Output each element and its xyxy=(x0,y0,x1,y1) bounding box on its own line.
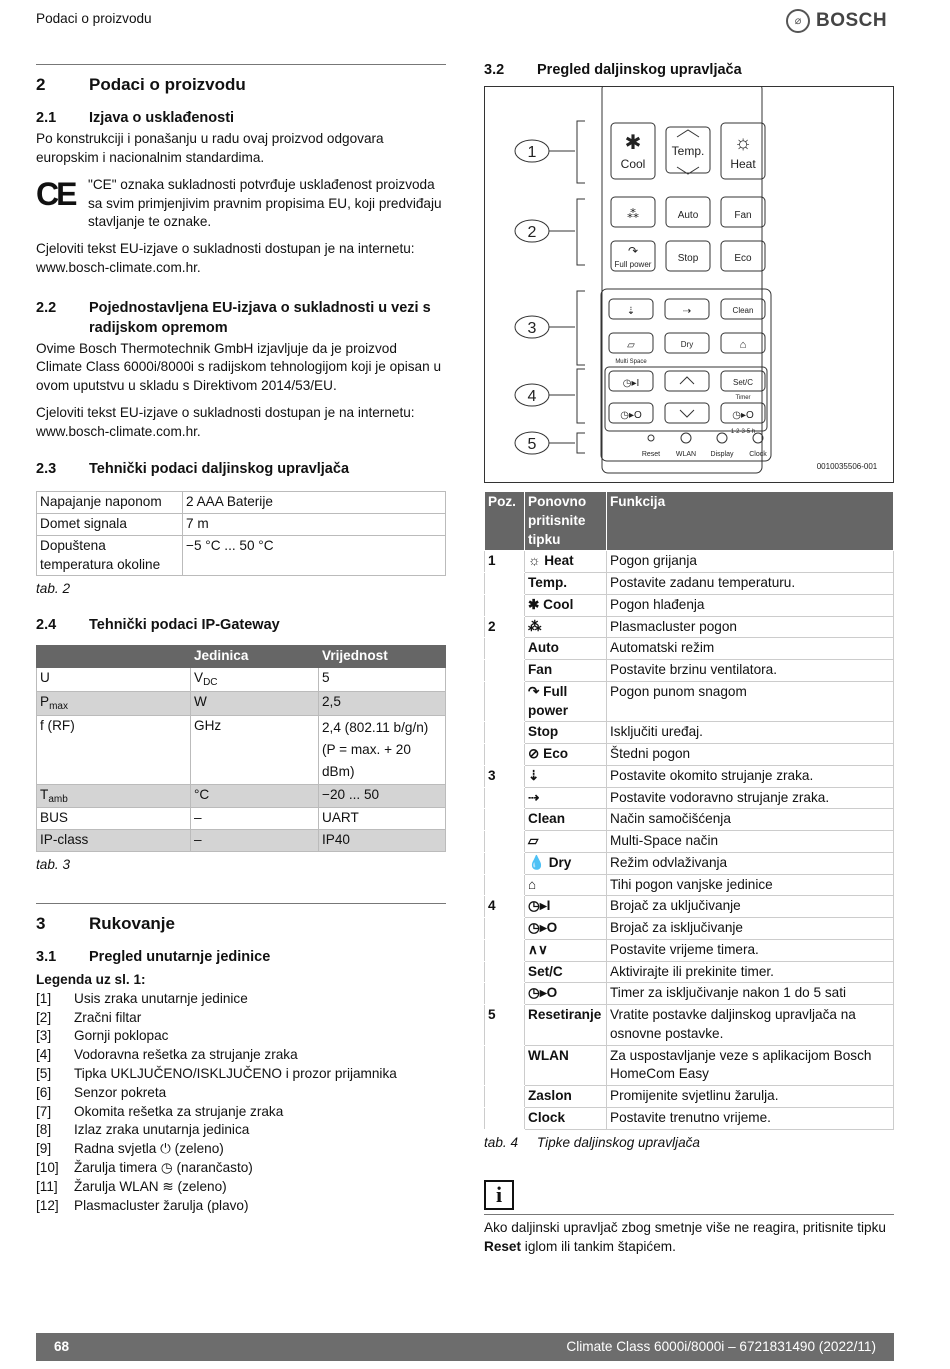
sun-icon: ☼ xyxy=(733,132,753,154)
remote-btn-eco: Eco xyxy=(734,253,752,264)
position-cell xyxy=(485,874,525,896)
table-row: $T_{amb}$ °C −20 ... 50 xyxy=(37,784,446,808)
function-cell: Način samočišćenja xyxy=(607,809,894,831)
function-cell: Brojač za uključivanje xyxy=(607,896,894,918)
paragraph: Cjeloviti tekst EU-izjave o sukladnosti dostupan je na internetu: www.bosch-climate.com.hr. xyxy=(36,241,415,275)
key-cell: Resetiranje xyxy=(525,1005,607,1046)
table-caption: tab. 3 xyxy=(36,856,71,872)
remote-btn-dry: Dry xyxy=(680,340,694,349)
function-cell: Postavite okomito strujanje zraka. xyxy=(607,765,894,787)
section-2-3-heading: 2.3 Tehnički podaci daljinskog upravljača xyxy=(36,461,350,478)
section-2-heading: 2 Podaci o proizvodu xyxy=(36,75,246,94)
table-caption: tab. 2 xyxy=(36,581,71,597)
timer-off-icon: ◷▸O xyxy=(620,410,642,421)
multispace-icon: ▱ xyxy=(627,340,635,351)
plasmacluster-icon: ⁂ xyxy=(627,207,639,221)
legend-list xyxy=(36,990,446,1216)
table-row xyxy=(485,660,894,682)
remote-label-display: Display xyxy=(710,451,734,458)
function-cell: Postavite zadanu temperaturu. xyxy=(607,573,894,595)
paragraph: Ovime Bosch Thermotechnik GmbH izjavljuje da je proizvod Climate Class 6000i/8000i s radijskom tehnologijom koji je opisan u ovom uputstvu u skladu s Direktivom 2014/53/EU. xyxy=(36,340,441,394)
list-item: [10] Žarulja timera ◷ (narančasto) xyxy=(36,1159,253,1175)
remote-timer-hours: 1·2·3·5 h xyxy=(730,429,756,435)
document-id: Climate Class 6000i/8000i – 6721831490 (2022/11) xyxy=(566,1338,876,1354)
table-row: IP-class – IP40 xyxy=(37,830,446,852)
table-row xyxy=(485,681,894,722)
page-number: 68 xyxy=(54,1338,70,1354)
function-cell: Postavite vodoravno strujanje zraka. xyxy=(607,787,894,809)
function-cell: Tihi pogon vanjske jedinice xyxy=(607,874,894,896)
table-row xyxy=(485,918,894,940)
table-row xyxy=(485,1107,894,1129)
table-row: Domet signala 7 m xyxy=(37,514,446,536)
list-item: [9] Radna svjetla ⏻ (zeleno) xyxy=(36,1141,224,1157)
remote-timer-label: Timer xyxy=(735,395,751,401)
list-item: [5] Tipka UKLJUČENO/ISKLJUČENO i prozor prijamnika xyxy=(36,1065,397,1081)
key-cell: Clock xyxy=(525,1107,607,1129)
function-cell: Automatski režim xyxy=(607,638,894,660)
table-row xyxy=(485,638,894,660)
position-cell: 4 xyxy=(485,896,525,918)
bosch-logo xyxy=(786,8,887,34)
list-item: [4] Vodoravna rešetka za strujanje zraka xyxy=(36,1047,298,1063)
position-cell xyxy=(485,809,525,831)
table-row xyxy=(485,616,894,638)
section-3-1-heading: 3.1 Pregled unutarnje jedinice xyxy=(36,949,271,966)
key-cell: Zaslon xyxy=(525,1086,607,1108)
function-cell: Pogon punom snagom xyxy=(607,681,894,722)
function-cell: Multi-Space način xyxy=(607,831,894,853)
table-row: f (RF) GHz 2,4 (802.11 b/g/n) (P = max. + 20 dBm) xyxy=(37,715,446,784)
legend-title: Legenda uz sl. 1: xyxy=(36,972,146,988)
position-cell xyxy=(485,722,525,744)
table-row xyxy=(485,983,894,1005)
page-footer xyxy=(36,1333,894,1361)
list-item: [7] Okomita rešetka za strujanje zraka xyxy=(36,1103,284,1119)
list-item: [12] Plasmacluster žarulja (plavo) xyxy=(36,1197,249,1213)
function-cell: Postavite brzinu ventilatora. xyxy=(607,660,894,682)
key-cell: Clean xyxy=(525,809,607,831)
key-cell: ◷▸I xyxy=(525,896,607,918)
position-cell xyxy=(485,660,525,682)
position-cell xyxy=(485,983,525,1005)
table-row xyxy=(485,961,894,983)
table-row: $P_{max}$ W 2,5 xyxy=(37,691,446,715)
table-row xyxy=(485,594,894,616)
list-item: [11] Žarulja WLAN ≋ (zeleno) xyxy=(36,1178,227,1194)
paragraph: Po konstrukciji i ponašanju u radu ovaj proizvod odgovara europskim i nacionalnim standardima. xyxy=(36,131,384,166)
key-cell: ↷ Full power xyxy=(525,681,607,722)
table-row xyxy=(485,573,894,595)
bosch-armature-icon: ⌀ xyxy=(786,9,810,33)
key-cell: Set/C xyxy=(525,961,607,983)
list-item: [6] Senzor pokreta xyxy=(36,1084,167,1100)
remote-multispace-label: Multi Space xyxy=(615,359,647,365)
list-item: [1] Usis zraka unutarnje jedinice xyxy=(36,990,248,1006)
remote-btn-stop: Stop xyxy=(677,253,699,264)
table-row xyxy=(485,765,894,787)
function-cell: Timer za isključivanje nakon 1 do 5 sati xyxy=(607,983,894,1005)
key-cell: WLAN xyxy=(525,1045,607,1086)
section-3-2-heading: 3.2 Pregled daljinskog upravljača xyxy=(484,62,742,78)
key-cell: ☼ Heat xyxy=(525,551,607,573)
table-row xyxy=(485,551,894,573)
position-cell xyxy=(485,831,525,853)
callout-4: 4 xyxy=(527,388,537,405)
remote-btn-temp: Temp. xyxy=(671,144,705,158)
position-cell xyxy=(485,787,525,809)
remote-btn-heat: Heat xyxy=(730,157,756,171)
section-2-2-heading: 2.2 Pojednostavljena EU-izjava o sukladnosti u vezi s radijskom opremom xyxy=(36,299,431,336)
info-icon: i xyxy=(484,1180,514,1210)
left-column xyxy=(36,64,446,1215)
function-cell: Postavite trenutno vrijeme. xyxy=(607,1107,894,1129)
key-cell: ∧∨ xyxy=(525,939,607,961)
function-cell: Za uspostavljanje veze s aplikacijom Bosch HomeCom Easy xyxy=(607,1045,894,1086)
list-item: [2] Zračni filtar xyxy=(36,1009,142,1025)
key-cell: Fan xyxy=(525,660,607,682)
table-row: Napajanje naponom 2 AAA Baterije xyxy=(37,492,446,514)
section-2-4-heading: 2.4 Tehnički podaci IP-Gateway xyxy=(36,617,280,634)
key-cell: ⇢ xyxy=(525,787,607,809)
ce-description: "CE" oznaka sukladnosti potvrđuje usklađenost proizvoda sa svim primjenjivim pravnim propisima EU, koji predviđaju stavljanje te oznake. xyxy=(88,176,442,230)
running-header: Podaci o proizvodu xyxy=(36,11,152,26)
key-cell: ⌂ xyxy=(525,874,607,896)
position-cell xyxy=(485,744,525,766)
house-icon: ⌂ xyxy=(739,339,747,351)
remote-keys-table: Poz. Ponovno pritisnite tipku Funkcija 1 ☼ Heat Pogon grijanja Temp. Postavite zadanu temperaturu. ✱ Cool Pogon hlađenja 2 ⁂ Plasmacluster pogon Auto Automatski režim Fan Postavite brzinu ventilatora. ↷ Full power Pogon punom snagom Stop Isključiti uređaj. ⊘ Eco Štedni pogon 3 ⇣ Postavite okomito strujanje zraka. ⇢ Postavite vodoravno strujanje zraka. Clean Način samočišćenja ▱ Multi-Space način 💧 Dry Režim odvlaživanja ⌂ Tihi pogon vanjske jedinice 4 ◷▸I Brojač za uključivanje ◷▸O Brojač za isključivanje ∧∨ Postavite vrijeme timera. Set/C Aktivirajte ili prekinite timer. ◷▸O Timer za isključivanje nakon 1 do 5 sati 5 Resetiranje Vratite postavke daljinskog upravljača na osnovne postavke. WLAN Za uspostavljanje veze s aplikacijom Bosch HomeCom Easy Zaslon Promijenite svjetlinu žarulja. Clock Postavite trenutno vrijeme. xyxy=(484,491,894,1130)
position-cell xyxy=(485,939,525,961)
remote-label-reset: Reset xyxy=(641,451,661,458)
paragraph: Cjeloviti tekst EU-izjave o sukladnosti dostupan je na internetu: www.bosch-climate.com.hr. xyxy=(36,404,415,439)
position-cell xyxy=(485,681,525,722)
remote-label-wlan: WLAN xyxy=(675,451,697,458)
table-row xyxy=(485,809,894,831)
position-cell xyxy=(485,1107,525,1129)
ip-gateway-table: Jedinica Vrijednost U $V_{DC}$ 5 $P_{max}$ W 2,5 f (RF) GHz 2,4 (802.11 b/g/n) (P = max. + 20 dBm) $T_{amb}$ °C −20 ... 50 BUS – UART IP-class – IP40 xyxy=(36,645,446,852)
table-row xyxy=(485,722,894,744)
position-cell: 1 xyxy=(485,551,525,573)
key-cell: Temp. xyxy=(525,573,607,595)
table-row xyxy=(485,1086,894,1108)
callout-2: 2 xyxy=(527,224,537,241)
horizontal-swing-icon: ⇢ xyxy=(682,306,692,317)
timer-on-icon: ◷▸I xyxy=(622,378,640,389)
key-cell: Stop xyxy=(525,722,607,744)
section-2-1-heading: 2.1 Izjava o usklađenosti xyxy=(36,110,235,127)
key-cell: ⁂ xyxy=(525,616,607,638)
vertical-swing-icon: ⇣ xyxy=(626,306,636,317)
key-cell: ◷▸O xyxy=(525,918,607,940)
remote-btn-fullpower: Full power xyxy=(614,260,652,269)
key-cell: Auto xyxy=(525,638,607,660)
remote-btn-cool: Cool xyxy=(620,157,646,171)
remote-btn-auto: Auto xyxy=(677,210,699,221)
section-3-heading: 3 Rukovanje xyxy=(36,913,175,933)
table-row xyxy=(485,744,894,766)
table-row xyxy=(485,831,894,853)
function-cell: Plasmacluster pogon xyxy=(607,616,894,638)
position-cell xyxy=(485,918,525,940)
function-cell: Vratite postavke daljinskog upravljača na osnovne postavke. xyxy=(607,1005,894,1046)
key-cell: ✱ Cool xyxy=(525,594,607,616)
right-column xyxy=(484,58,894,1257)
function-cell: Aktivirajte ili prekinite timer. xyxy=(607,961,894,983)
table-row: BUS – UART xyxy=(37,808,446,830)
position-cell xyxy=(485,852,525,874)
callout-5: 5 xyxy=(527,436,537,453)
function-cell: Isključiti uređaj. xyxy=(607,722,894,744)
figure-id: 0010035506-001 xyxy=(816,462,878,471)
ce-mark-icon: CE xyxy=(36,175,75,212)
position-cell xyxy=(485,638,525,660)
key-cell: ⇣ xyxy=(525,765,607,787)
position-cell xyxy=(485,573,525,595)
function-cell: Režim odvlaživanja xyxy=(607,852,894,874)
remote-control-figure xyxy=(484,86,894,483)
note-box xyxy=(484,1180,894,1257)
key-cell: 💧 Dry xyxy=(525,852,607,874)
position-cell: 2 xyxy=(485,616,525,638)
table-row: Dopuštena temperatura okoline −5 °C ... 50 °C xyxy=(37,535,446,576)
table-row xyxy=(485,1045,894,1086)
function-cell: Pogon grijanja xyxy=(607,551,894,573)
snowflake-icon: ✱ xyxy=(624,132,642,154)
function-cell: Pogon hlađenja xyxy=(607,594,894,616)
key-cell: ◷▸O xyxy=(525,983,607,1005)
timer-hours-icon: ◷▸O xyxy=(732,410,754,421)
table-row xyxy=(485,896,894,918)
table-row xyxy=(485,939,894,961)
position-cell xyxy=(485,594,525,616)
brand-name: BOSCH xyxy=(816,10,888,31)
key-cell: ⊘ Eco xyxy=(525,744,607,766)
table-row xyxy=(485,874,894,896)
remote-btn-clean: Clean xyxy=(732,306,754,315)
remote-btn-setc: Set/C xyxy=(732,378,754,387)
position-cell xyxy=(485,1045,525,1086)
table-row xyxy=(485,1005,894,1046)
position-cell: 3 xyxy=(485,765,525,787)
callout-3: 3 xyxy=(527,320,537,337)
function-cell: Štedni pogon xyxy=(607,744,894,766)
remote-btn-fan: Fan xyxy=(734,210,752,221)
table-row xyxy=(485,787,894,809)
position-cell: 5 xyxy=(485,1005,525,1046)
remote-specs-table xyxy=(36,491,446,576)
position-cell xyxy=(485,1086,525,1108)
position-cell xyxy=(485,961,525,983)
function-cell: Brojač za isključivanje xyxy=(607,918,894,940)
note-text: Ako daljinski upravljač zbog smetnje više ne reagira, pritisnite tipku Reset iglom ili tankim štapićem. xyxy=(484,1214,894,1257)
table-row: U $V_{DC}$ 5 xyxy=(37,667,446,691)
key-cell: ▱ xyxy=(525,831,607,853)
callout-1: 1 xyxy=(527,144,537,161)
remote-label-clock: Clock xyxy=(749,451,767,458)
table-caption: tab. 4 Tipke daljinskog upravljača xyxy=(484,1134,700,1150)
list-item: [8] Izlaz zraka unutarnja jedinica xyxy=(36,1122,250,1138)
gauge-icon: ↷ xyxy=(627,244,639,258)
table-row xyxy=(485,852,894,874)
list-item: [3] Gornji poklopac xyxy=(36,1028,169,1044)
function-cell: Promijenite svjetlinu žarulja. xyxy=(607,1086,894,1108)
function-cell: Postavite vrijeme timera. xyxy=(607,939,894,961)
